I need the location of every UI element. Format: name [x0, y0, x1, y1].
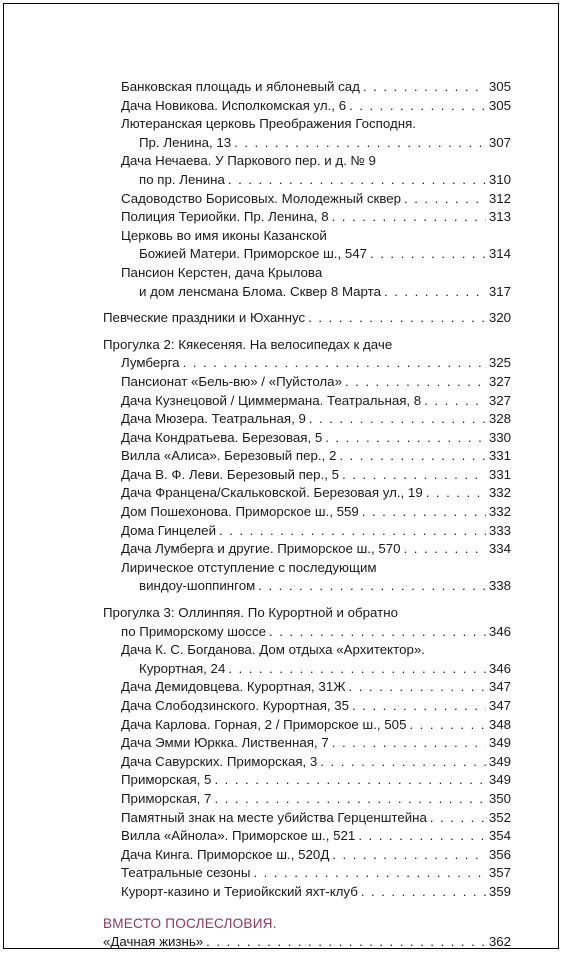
toc-group-walk-1	[103, 78, 511, 301]
toc-page-number: 346	[488, 660, 511, 676]
toc-entry-row	[121, 716, 511, 735]
dot-leader	[426, 484, 486, 503]
toc-entry	[103, 429, 511, 448]
dot-leader	[206, 933, 486, 952]
toc-entry-title: Дома Гинцелей	[121, 522, 217, 538]
toc-entry-title: Театральные сезоны	[121, 865, 251, 881]
toc-page-number: 333	[488, 522, 511, 538]
toc-entry	[103, 190, 511, 209]
toc-page-number: 305	[488, 97, 511, 113]
toc-entry-title-line: Лирическое отступление с последующим	[121, 559, 377, 575]
toc-page-number: 346	[488, 623, 511, 639]
dot-leader	[342, 466, 486, 485]
toc-entry-row	[121, 540, 511, 559]
toc-page-number: 312	[488, 190, 511, 206]
dot-leader	[320, 753, 485, 772]
toc-entry-title: Дача Эмми Юркка. Лиственная, 7	[121, 735, 329, 751]
toc-page-number: 338	[488, 578, 511, 594]
toc-page-number: 330	[488, 429, 511, 445]
toc-entry	[103, 604, 511, 641]
toc-entry	[103, 716, 511, 735]
toc-page-number: 305	[488, 79, 511, 94]
toc-page-number: 349	[488, 772, 511, 788]
toc-entry-title: Дача Францена/Скальковской. Березовая ул., 19	[121, 485, 423, 501]
dot-leader	[370, 245, 486, 264]
toc-entry	[103, 115, 511, 152]
toc-entry	[103, 447, 511, 466]
toc-entry	[103, 678, 511, 697]
toc-entry-title: Лумберга	[121, 355, 180, 371]
dot-leader	[358, 827, 485, 846]
toc-entry-row	[121, 846, 511, 865]
toc-page-number: 325	[488, 355, 511, 371]
toc-entry-title-line: Дача Нечаева. У Паркового пер. и д. № 9	[121, 153, 376, 169]
toc-entry-title-line: Пансион Керстен, дача Крылова	[121, 264, 323, 280]
toc-entry	[103, 559, 511, 596]
toc-entry-row	[121, 283, 511, 302]
toc-entry	[103, 933, 511, 952]
dot-leader	[349, 678, 486, 697]
toc-page-number: 347	[488, 679, 511, 695]
toc-page-number: 349	[488, 735, 511, 751]
dot-leader	[214, 790, 485, 809]
dot-leader	[228, 171, 486, 190]
toc-group-afterword	[103, 933, 511, 952]
toc-entry-row	[121, 208, 511, 227]
toc-entry	[103, 697, 511, 716]
toc-entry-row	[103, 354, 511, 373]
toc-page-number: 356	[488, 846, 511, 862]
toc-entry-row	[121, 864, 511, 883]
dot-leader	[219, 522, 486, 541]
toc-entry-row	[121, 827, 511, 846]
toc-page-number: 349	[488, 753, 511, 769]
toc-page-number: 334	[488, 541, 511, 557]
toc-entry-row	[121, 373, 511, 392]
dot-leader	[183, 354, 486, 373]
toc-entry	[103, 97, 511, 116]
dot-leader	[332, 846, 485, 865]
toc-entry-title: Вилла «Алиса». Березовый пер., 2	[121, 448, 337, 464]
toc-entry	[103, 227, 511, 264]
toc-entry-row	[103, 623, 511, 642]
toc-entry-row	[121, 734, 511, 753]
dot-leader	[430, 809, 486, 828]
toc-entry	[103, 152, 511, 189]
dot-leader	[332, 208, 486, 227]
dot-leader	[404, 540, 486, 559]
toc-entry-row	[121, 809, 511, 828]
toc-entry-title: и дом ленсмана Блома. Сквер 8 Марта	[139, 283, 381, 299]
dot-leader	[214, 771, 485, 790]
toc-entry-title: Дача Новикова. Исполкомская ул., 6	[121, 97, 347, 113]
toc-entry-title: Дача Карлова. Горная, 2 / Приморское ш., 505	[121, 716, 407, 732]
toc-entry-title: Банковская площадь и яблоневый сад	[121, 79, 360, 94]
toc-entry	[103, 540, 511, 559]
toc-entry-row	[103, 933, 511, 952]
afterword-heading: ВМЕСТО ПОСЛЕСЛОВИЯ.	[103, 915, 277, 931]
toc-page-number: 350	[488, 790, 511, 806]
toc-entry-title: Приморская, 5	[121, 772, 212, 788]
toc-group-walk-3	[103, 604, 511, 902]
toc-entry-row	[121, 134, 511, 153]
toc-entry-title: Памятный знак на месте убийства Герценштейна	[121, 809, 427, 825]
dot-leader	[269, 623, 486, 642]
toc-entry-title: Дача Мюзера. Театральная, 9	[121, 411, 306, 427]
toc-page-number: 332	[488, 485, 511, 501]
toc-entry-title: Дача Лумберга и другие. Приморское ш., 570	[121, 541, 401, 557]
toc-entry-row	[121, 97, 511, 116]
toc-entry-title: по пр. Ленина	[139, 171, 225, 187]
toc-entry-title: виндоу-шоппингом	[139, 578, 256, 594]
toc-entry-title: Дача Кинга. Приморское ш., 520Д	[121, 846, 330, 862]
toc-entry-row	[121, 771, 511, 790]
toc-entry-row	[121, 697, 511, 716]
dot-leader	[409, 716, 485, 735]
toc-page-number: 347	[488, 698, 511, 713]
toc-page-number: 331	[488, 466, 511, 482]
toc-page-number: 307	[488, 134, 511, 150]
toc-entry	[103, 790, 511, 809]
toc-entry-row	[121, 678, 511, 697]
table-of-contents	[103, 78, 511, 952]
toc-page-number: 359	[488, 883, 511, 899]
toc-entry	[103, 864, 511, 883]
toc-entry-title: Дача В. Ф. Леви. Березовый пер., 5	[121, 466, 340, 482]
toc-entry-row	[121, 577, 511, 596]
toc-page-number: 328	[488, 411, 511, 427]
toc-entry-row	[121, 429, 511, 448]
toc-entry-title: Божией Матери. Приморское ш., 547	[139, 246, 368, 262]
toc-page-number: 332	[488, 504, 511, 520]
toc-entry-title: Дача Савурских. Приморская, 3	[121, 753, 318, 769]
toc-entry-title: Дача Кузнецовой / Циммермана. Театральная, 8	[121, 392, 422, 408]
toc-entry-title-line: Церковь во имя иконы Казанской	[121, 227, 327, 243]
dot-leader	[361, 883, 486, 902]
toc-entry	[103, 392, 511, 411]
toc-entry	[103, 846, 511, 865]
toc-entry-row	[121, 503, 511, 522]
toc-entry-row	[121, 466, 511, 485]
dot-leader	[228, 660, 485, 679]
toc-entry-row	[121, 753, 511, 772]
dot-leader	[234, 134, 486, 153]
toc-entry-row	[121, 171, 511, 190]
toc-page-number: 362	[488, 934, 511, 950]
toc-entry-row	[121, 660, 511, 679]
toc-entry	[103, 753, 511, 772]
toc-page-number: 320	[488, 310, 511, 326]
toc-entry-title: Курорт-казино и Териойкский яхт-клуб	[121, 883, 358, 899]
toc-entry-row	[121, 790, 511, 809]
toc-page-number: 314	[488, 246, 511, 262]
toc-entry-title: Дом Пошехонова. Приморское ш., 559	[121, 504, 359, 520]
dot-leader	[308, 309, 486, 328]
toc-entry-title-line: Прогулка 3: Оллинпяя. По Курортной и обратно	[103, 605, 398, 621]
toc-entry-title: Полиция Териойки. Пр. Ленина, 8	[121, 209, 329, 225]
toc-entry	[103, 641, 511, 678]
toc-entry-title: Дача Кондратьева. Березовая, 5	[121, 429, 323, 445]
toc-page-number: 331	[488, 448, 511, 464]
dot-leader	[258, 577, 486, 596]
toc-entry	[103, 883, 511, 902]
toc-entry-row	[121, 78, 511, 97]
toc-entry-row	[121, 245, 511, 264]
toc-entry	[103, 522, 511, 541]
dot-leader	[362, 503, 486, 522]
toc-entry-row	[121, 484, 511, 503]
toc-entry	[103, 264, 511, 301]
toc-page-number: 357	[488, 865, 511, 881]
toc-entry-title-line: Лютеранская церковь Преображения Господня.	[121, 116, 416, 132]
toc-entry	[103, 809, 511, 828]
toc-entry-row	[121, 410, 511, 429]
toc-page-number: 313	[488, 209, 511, 225]
dot-leader	[253, 864, 485, 883]
toc-page-number: 310	[488, 171, 511, 187]
toc-entry	[103, 771, 511, 790]
dot-leader	[424, 392, 486, 411]
toc-group-song-festivals	[103, 309, 511, 328]
toc-entry-title: «Дачная жизнь»	[103, 934, 204, 950]
toc-group-walk-2	[103, 336, 511, 596]
toc-page-number: 348	[488, 716, 511, 732]
toc-entry-title: Певческие праздники и Юханнус	[103, 310, 306, 326]
toc-entry-row	[121, 447, 511, 466]
toc-page-number: 352	[488, 809, 511, 825]
toc-entry	[103, 410, 511, 429]
toc-entry-row	[121, 522, 511, 541]
dot-leader	[325, 429, 486, 448]
dot-leader	[404, 190, 486, 209]
toc-entry-row	[121, 392, 511, 411]
toc-entry-title: Пансионат «Бель-вю» / «Пуйстола»	[121, 373, 342, 389]
toc-entry-title: Вилла «Айнола». Приморское ш., 521	[121, 828, 356, 844]
toc-entry	[103, 484, 511, 503]
toc-entry-title: по Приморскому шоссе	[121, 623, 266, 639]
dot-leader	[384, 283, 486, 302]
toc-page-number: 327	[488, 392, 511, 408]
toc-entry-row	[121, 883, 511, 902]
toc-page-number: 354	[488, 828, 511, 844]
toc-entry-title-line: Дача К. С. Богданова. Дом отдыха «Архитектор».	[121, 642, 425, 658]
toc-entry-title-line: Прогулка 2: Кякесеняя. На велосипедах к даче	[103, 336, 393, 352]
dot-leader	[363, 78, 486, 97]
toc-entry-title: Приморская, 7	[121, 790, 212, 806]
toc-entry	[103, 336, 511, 373]
dot-leader	[339, 447, 485, 466]
toc-entry	[103, 827, 511, 846]
toc-entry-title: Пр. Ленина, 13	[139, 134, 232, 150]
dot-leader	[309, 410, 486, 429]
toc-entry	[103, 734, 511, 753]
toc-entry-title: Дача Слободзинского. Курортная, 35	[121, 698, 350, 713]
toc-entry	[103, 78, 511, 97]
dot-leader	[349, 97, 486, 116]
toc-entry-title: Дача Демидовцева. Курортная, 31Ж	[121, 679, 346, 695]
toc-page-number: 317	[488, 283, 511, 299]
toc-entry	[103, 208, 511, 227]
dot-leader	[352, 697, 486, 716]
dot-leader	[332, 734, 486, 753]
dot-leader	[345, 373, 486, 392]
toc-entry	[103, 503, 511, 522]
toc-entry-row	[103, 309, 511, 328]
toc-page-number: 327	[488, 373, 511, 389]
toc-entry-title: Садоводство Борисовых. Молодежный сквер	[121, 190, 402, 206]
toc-entry	[103, 466, 511, 485]
toc-entry-row	[121, 190, 511, 209]
toc-entry	[103, 309, 511, 328]
toc-entry-title: Курортная, 24	[139, 660, 226, 676]
toc-entry	[103, 373, 511, 392]
